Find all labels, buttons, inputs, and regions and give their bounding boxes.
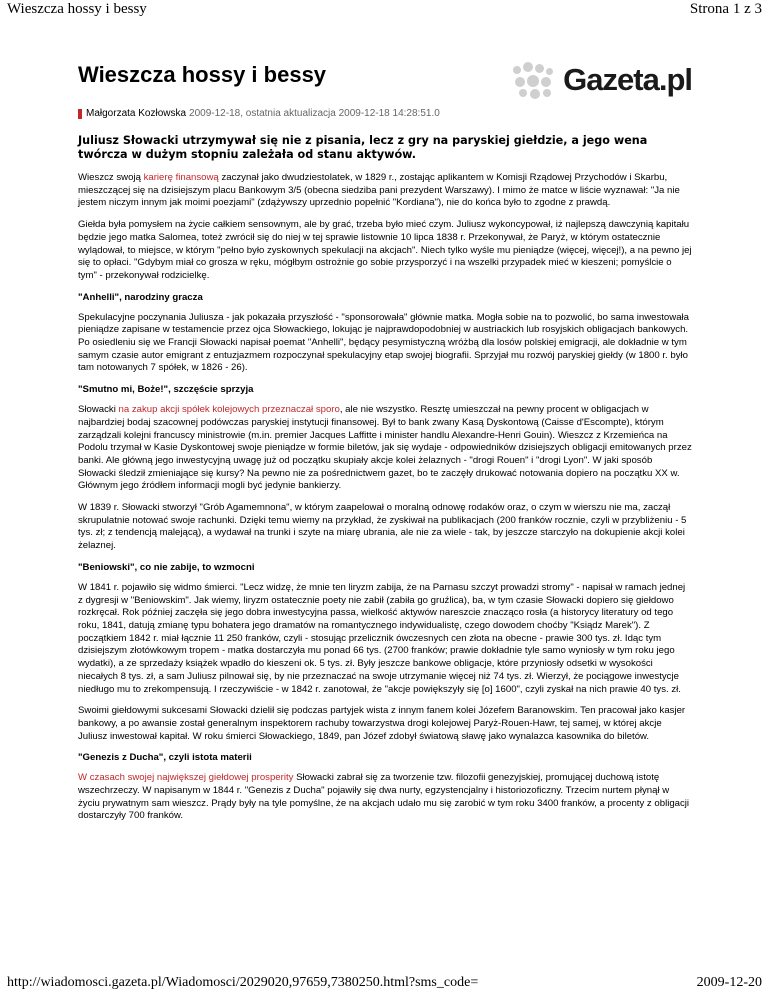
link-kariera-finansowa[interactable]: karierę finansową	[143, 172, 219, 183]
link-zakup-akcji[interactable]: na zakup akcji spółek kolejowych przeznaczał sporo	[118, 404, 340, 416]
publish-date: 2009-12-18, ostatnia aktualizacja 2009-12-18 14:28:51.0	[189, 108, 440, 119]
subheading-genezis: "Genezis z Ducha", czyli istota materii	[78, 752, 252, 764]
article-title: Wieszcza hossy i bessy	[78, 62, 327, 87]
paragraph-2: Giełda była pomysłem na życie całkiem sensownym, ale by grać, trzeba było mieć czym. Juliusz wykoncypował, iż najlepszą dawczynią kapitału będzie jego matka Salomea, toteż zwrócił się do niej w tej sprawie listownie 10 lipca 1838 r. Przekonywał, że Paryż, w którym ostatecznie wylądował, to miejsce, w którym "pełno było zyskownych spekulacji na akcjach". Niech tylko wyśle mu pieniądze (więcej, więcej!), a na pewno jej się to opłaci. "Gdybym miał co grosza w ręku, mógłbym ostrożnie go sobie przysporzyć i na wszelki przypadek mieć w kieszeni; pomyślcie o tym" - przekonywał rodzicielkę.	[78, 219, 692, 281]
logo-dots-icon	[511, 58, 559, 102]
author: Małgorzata Kozłowska	[86, 108, 187, 119]
paragraph-7: Swoimi giełdowymi sukcesami Słowacki dzielił się podczas partyjek wista z innym fanem kolei Józefem Baranowskim. Ten pracował jako kasjer bankowy, a po awansie został generalnym inspektorem rachuby towarzystwa drogi kolejowej Paryż-Rouen-Hawr, tej samej, w której akcje Juliusz inwestował kapitał. W roku śmierci Słowackiego, 1849, pan Józef zdobył światową sławę jako wynalazca kasownika do biletów.	[78, 705, 686, 742]
print-footer	[0, 972, 768, 994]
paragraph-4: Słowacki na zakup akcji spółek kolejowych przeznaczał sporo, ale nie wszystko. Resztę umieszczał na pewny procent w obligacjach w najbardziej bodaj szacownej podówczas paryskiej instytucji finansowej. Był to bank zwany Kasą Dyskontową (Caisse d'Escompte), którym zarządzali kolejni francuscy ministrowie (m.in. premier Jacques Laffitte i minister handlu Alexandre-Henri Gouin). Wieszcz z Krzemieńca na Podolu trzymał w Kasie Dyskontowej swoje pieniądze w formie biletów, jak się wydaje - odpowiedników dzisiejszych obligacji emitowanych przez banki. Ale główną jego inwestycyjną uwagę już od początku skupiały akcje kolei żelaznych - "drogi Rouen" i "drogi Lyon". W jaki sposób Słowacki śledził zmieniające się kursy? Na pewno nie za pośrednictwem gazet, bo te zaczęły drukować notowania dopiero na początku XX w. Głównym jego źródłem informacji mogli być jedynie bankierzy.	[78, 404, 692, 492]
article-header	[78, 56, 692, 104]
print-header	[0, 0, 768, 18]
article-lead: Juliusz Słowacki utrzymywał się nie z pisania, lecz z gry na paryskiej giełdzie, a jego wena twórcza w dużym stopniu zależała od stanu aktywów.	[78, 134, 648, 161]
subheading-anhelli: "Anhelli", narodziny gracza	[78, 291, 203, 303]
logo-text: Gazeta.pl	[563, 62, 692, 97]
gazeta-logo	[511, 56, 692, 104]
subheading-beniowski: "Beniowski", co nie zabije, to wzmocni	[78, 561, 255, 573]
print-page-number: Strona 1 z 3	[689, 1, 762, 17]
subheading-smutno-mi: "Smutno mi, Boże!", szczęście sprzyja	[78, 384, 254, 396]
print-header-title: Wieszcza hossy i bessy	[7, 1, 147, 17]
paragraph-5: W 1839 r. Słowacki stworzył "Grób Agamemnona", w którym zaapelował o moralną odnowę rodaków oraz, o czym w wierszu nie ma, zaczął skrupulatnie notować swoje rachunki. Dzięki temu wiemy na przykład, że zyskiwał na publikacjach (200 franków rocznie, czyli w przybliżeniu - 5 tys. zł; z tendencją malejącą), a wydawał na trunki i szyte na miarę ubrania, ale nie za wiele - tak, by jeszcze starczyło na dokupienie akcji kolei żelaznej.	[78, 502, 687, 552]
paragraph-6: W 1841 r. pojawiło się widmo śmierci. "Lecz widzę, że mnie ten liryzm zabija, że na Parnasu szczyt prowadzi stromy" - napisał w ramach jednej z dygresji w "Beniowskim". Jak wiemy, liryzm ostatecznie poety nie zabił (zabiła go gruźlica), ba, w tym czasie Słowacki dopiero się giełdowo rozkręcał. Rok później zaczęła się jego dobra inwestycyjna passa, wielkość aktywów nareszcie znacząco rosła (a historycy literatury od tego roku, 1841, datują zmianę typu bohatera jego dramatów na romantycznego indywidualistę, czego dowodem choćby "Ksiądz Marek"). Z początkiem 1842 r. miał łącznie 11 250 franków, czyli - stosując przelicznik ówczesnych cen złota na obecne - prawie 300 tys. zł. Idąc tym dzisiejszym złotówkowym tropem - matka dostarczyła mu ponad 66 tys. (2700 franków; prawie dokładnie tyle samo wyniosły w tym roku jego wydatki), a ze sprzedaży książek wpadło do kieszeni ok. 5 tys. zł. Były jeszcze bankowe obligacje, które przyniosły odsetki w wysokości niecałych 8 tys. zł, a sam Juliusz pilnował się, by nie przeznaczać na swoje utrzymanie więcej niż 74 tys. zł. Wierzył, że pociągowe inwestycje niedługo mu to zrekompensują. I rzeczywiście - w 1842 r. zanotował, że "akcje powiększyły się [o] 1600", czyli zyskał na nich prawie 40 tys. zł.	[78, 581, 686, 695]
print-url: http://wiadomosci.gazeta.pl/Wiadomosci/2029020,97659,7380250.html?sms_code=	[7, 975, 479, 990]
paragraph-3: Spekulacyjne poczynania Juliusza - jak pokazała przyszłość - "sponsorowała" głównie matka. Mogła sobie na to pozwolić, bo sama inwestowała pieniądze zapisane w testamencie przez ojca Słowackiego, lokując je najprawdopodobniej w austriackich lub rosyjskich obligacjach bankowych. Po osiedleniu się we Francji Słowacki napisał poemat "Anhelli", będący pesymistyczną wróżbą dla losów polskiej emigracji, ale dokładnie w tym samym czasie autor emigrant z entuzjazmem rozpoczynał spekulacyjny etap swojej biografii. Sprzyjał mu rozwój paryskiej giełdy (w 1800 r. było tam notowanych 7 spółek, w 1826 - 26).	[78, 311, 689, 374]
byline	[78, 107, 692, 120]
author-marker-icon	[78, 109, 82, 119]
print-date: 2009-12-20	[696, 975, 762, 990]
article	[78, 56, 692, 832]
paragraph-1: Wieszcz swoją karierę finansową zaczynał jako dwudziestolatek, w 1829 r., zostając aplikantem w Komisji Rządowej Przychodów i Skarbu, mieszczącej się na dzisiejszym placu Bankowym 3/5 (obecna siedziba pani prezydent Warszawy). I mimo że matce w liście wyznawał: "Ja nie jestem niczym innym jak moimi poezjami" (zdążywszy uprzednio popełnić "Kordiana"), nie do końca było to zgodne z prawdą.	[78, 172, 680, 209]
paragraph-8: W czasach swojej największej giełdowej prosperity Słowacki zabrał się za tworzenie tzw. filozofii genezyjskiej, promującej duchową istotę wszechrzeczy. W napisanym w 1844 r. "Genezis z Ducha" pojawiły się dwa nurty, egzystencjalny i historiozoficzny. Trzecim nurtem płynął w życiu prywatnym sam wieszcz. Prądy były na tyle pomyślne, że na akcjach udało mu się zarobić w tym roku 3400 franków, a procenty z obligacji dostarczyły 700 franków.	[78, 772, 690, 822]
link-prosperity[interactable]: W czasach swojej największej giełdowej prosperity	[78, 772, 294, 784]
